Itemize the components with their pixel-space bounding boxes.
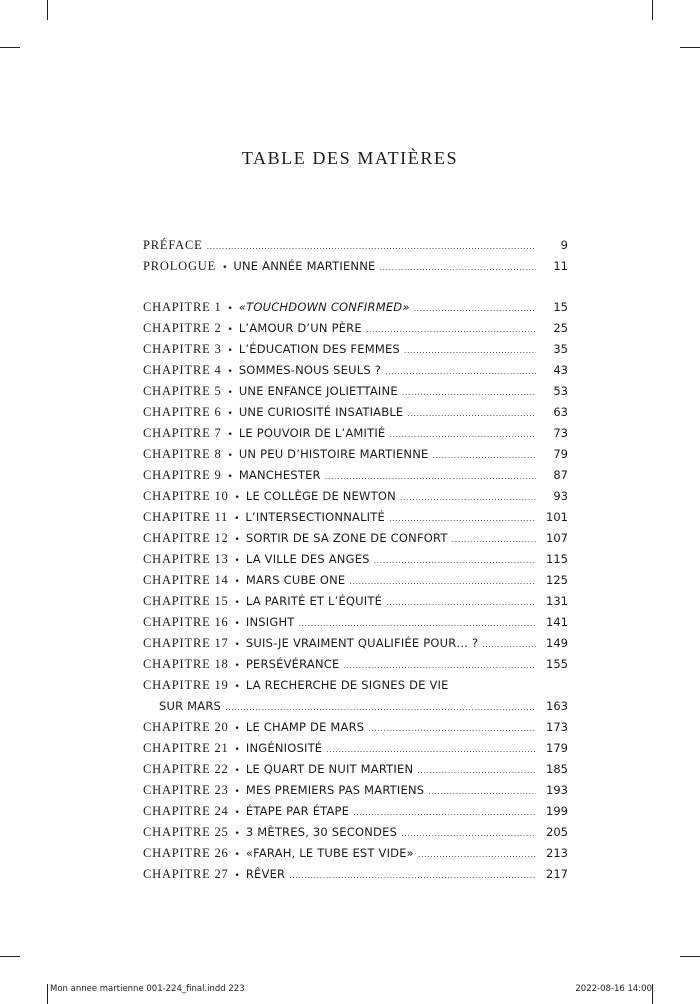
entry-title: «FARAH, LE TUBE EST VIDE» xyxy=(245,846,414,860)
crop-mark xyxy=(652,0,653,20)
entry-label: CHAPITRE 14 xyxy=(143,573,229,587)
entry-title: INGÉNIOSITÉ xyxy=(245,741,323,755)
entry-title: LA PARITÉ ET L’ÉQUITÉ xyxy=(245,594,383,608)
dot-leader xyxy=(299,613,536,634)
page-number: 205 xyxy=(546,825,568,839)
entry-title: LE COLLÈGE DE NEWTON xyxy=(245,489,396,503)
entry-label: CHAPITRE 7 xyxy=(143,426,222,440)
separator-bullet: • xyxy=(234,598,240,608)
entry-title: «TOUCHDOWN CONFIRMED» xyxy=(238,300,410,314)
entry-label: CHAPITRE 17 xyxy=(143,636,229,650)
separator-bullet: • xyxy=(234,556,240,566)
page-number: 101 xyxy=(546,510,568,524)
separator-bullet: • xyxy=(227,304,233,314)
dot-leader xyxy=(407,403,536,424)
entry-title: SUIS-JE VRAIMENT QUALIFIÉE POUR… ? xyxy=(245,636,479,650)
footer-file-info: Mon annee martienne 001-224_final.indd 223 xyxy=(50,984,245,994)
page-number: 79 xyxy=(553,447,568,461)
entry-title: L’INTERSECTIONNALITÉ xyxy=(245,510,385,524)
dot-leader xyxy=(349,571,536,592)
page-number: 131 xyxy=(546,594,568,608)
entry-label: CHAPITRE 6 xyxy=(143,405,222,419)
entry-title: UN PEU D’HISTOIRE MARTIENNE xyxy=(238,447,429,461)
toc-entry-chapter xyxy=(143,738,568,759)
chapter-list xyxy=(143,297,568,885)
page-number: 107 xyxy=(546,531,568,545)
toc-entry-chapter xyxy=(143,297,568,318)
entry-label: CHAPITRE 3 xyxy=(143,342,222,356)
toc-entry-chapter xyxy=(143,486,568,507)
entry-label: CHAPITRE 1 xyxy=(143,300,222,314)
toc-entry-chapter xyxy=(143,318,568,339)
dot-leader xyxy=(374,550,536,571)
separator-bullet: • xyxy=(227,325,233,335)
separator-bullet: • xyxy=(234,871,240,881)
entry-title: LA RECHERCHE DE SIGNES DE VIE xyxy=(245,678,449,692)
separator-bullet: • xyxy=(234,808,240,818)
dot-leader xyxy=(482,634,536,655)
entry-label: CHAPITRE 18 xyxy=(143,657,229,671)
separator-bullet: • xyxy=(234,850,240,860)
toc-entry-chapter xyxy=(143,465,568,486)
page-number: 9 xyxy=(560,238,568,252)
page-title: TABLE DES MATIÈRES xyxy=(241,148,459,168)
page-number: 125 xyxy=(546,573,568,587)
dot-leader xyxy=(225,697,536,718)
page-number: 11 xyxy=(553,259,568,273)
entry-title: UNE ENFANCE JOLIETTAINE xyxy=(238,384,398,398)
page-number: 15 xyxy=(553,300,568,314)
entry-label: CHAPITRE 4 xyxy=(143,363,222,377)
dot-leader xyxy=(417,760,536,781)
entry-title: UNE ANNÉE MARTIENNE xyxy=(233,259,376,273)
entry-title: PERSÉVÉRANCE xyxy=(245,657,340,671)
entry-label: CHAPITRE 23 xyxy=(143,783,229,797)
crop-mark xyxy=(680,956,700,957)
crop-mark xyxy=(680,47,700,48)
toc-entry-chapter xyxy=(143,402,568,423)
toc-entry-chapter xyxy=(143,780,568,801)
separator-bullet: • xyxy=(227,388,233,398)
separator-bullet: • xyxy=(234,724,240,734)
entry-label: CHAPITRE 20 xyxy=(143,720,229,734)
dot-leader xyxy=(414,298,536,319)
dot-leader xyxy=(428,781,536,802)
entry-label: CHAPITRE 26 xyxy=(143,846,229,860)
page-number: 87 xyxy=(553,468,568,482)
toc-entry-chapter xyxy=(143,633,568,654)
dot-leader xyxy=(404,340,536,361)
entry-label: CHAPITRE 2 xyxy=(143,321,222,335)
toc-entry-chapter xyxy=(143,759,568,780)
dot-leader xyxy=(433,445,537,466)
dot-leader xyxy=(353,802,536,823)
separator-bullet: • xyxy=(234,829,240,839)
crop-mark xyxy=(47,984,48,1004)
toc-entry-continuation xyxy=(143,696,568,717)
separator-bullet: • xyxy=(234,493,240,503)
separator-bullet: • xyxy=(227,409,233,419)
entry-title: LE POUVOIR DE L’AMITIÉ xyxy=(238,426,386,440)
toc-entry-chapter xyxy=(143,549,568,570)
toc-entry-chapter xyxy=(143,654,568,675)
entry-label: CHAPITRE 11 xyxy=(143,510,229,524)
entry-label: CHAPITRE 13 xyxy=(143,552,229,566)
dot-leader xyxy=(402,382,536,403)
entry-label: CHAPITRE 19 xyxy=(143,678,229,692)
page-number: 179 xyxy=(546,741,568,755)
page-number: 53 xyxy=(553,384,568,398)
entry-title: MES PREMIERS PAS MARTIENS xyxy=(245,783,425,797)
entry-title: MANCHESTER xyxy=(238,468,321,482)
footer-datetime: 2022-08-16 14:00 xyxy=(575,984,652,994)
entry-title: INSIGHT xyxy=(245,615,295,629)
entry-title: ÉTAPE PAR ÉTAPE xyxy=(245,804,350,818)
entry-label: CHAPITRE 16 xyxy=(143,615,229,629)
entry-title: L’AMOUR D’UN PÈRE xyxy=(238,321,362,335)
separator-bullet: • xyxy=(234,535,240,545)
dot-leader xyxy=(325,466,536,487)
dot-leader xyxy=(400,487,536,508)
toc-entry-chapter xyxy=(143,717,568,738)
separator-bullet: • xyxy=(234,640,240,650)
toc-entry-chapter xyxy=(143,843,568,864)
page-number: 155 xyxy=(546,657,568,671)
entry-label: CHAPITRE 15 xyxy=(143,594,229,608)
separator-bullet: • xyxy=(234,514,240,524)
toc-entry-chapter xyxy=(143,801,568,822)
dot-leader xyxy=(452,529,536,550)
toc-entry-prologue xyxy=(143,256,568,277)
entry-label: CHAPITRE 21 xyxy=(143,741,229,755)
entry-label: CHAPITRE 25 xyxy=(143,825,229,839)
toc-entry-chapter xyxy=(143,423,568,444)
entry-title: LA VILLE DES ANGES xyxy=(245,552,370,566)
separator-bullet: • xyxy=(234,577,240,587)
separator-bullet: • xyxy=(227,367,233,377)
page-number: 141 xyxy=(546,615,568,629)
toc-entry-chapter xyxy=(143,339,568,360)
dot-leader xyxy=(401,823,536,844)
dot-leader xyxy=(343,655,536,676)
page-number: 173 xyxy=(546,720,568,734)
toc-entry-chapter xyxy=(143,507,568,528)
toc-entry-chapter xyxy=(143,570,568,591)
dot-leader xyxy=(207,236,536,257)
separator-bullet: • xyxy=(234,619,240,629)
separator-bullet: • xyxy=(222,263,228,273)
dot-leader xyxy=(418,844,536,865)
page-number: 115 xyxy=(546,552,568,566)
page-number: 25 xyxy=(553,321,568,335)
separator-bullet: • xyxy=(227,430,233,440)
entry-title: L’ÉDUCATION DES FEMMES xyxy=(238,342,400,356)
page-number: 149 xyxy=(546,636,568,650)
separator-bullet: • xyxy=(234,682,240,692)
separator-bullet: • xyxy=(227,451,233,461)
entry-title: MARS CUBE ONE xyxy=(245,573,346,587)
dot-leader xyxy=(289,865,536,886)
toc-entry-preface xyxy=(143,235,568,256)
toc-entry-chapter xyxy=(143,360,568,381)
entry-label: CHAPITRE 24 xyxy=(143,804,229,818)
dot-leader xyxy=(385,361,536,382)
dot-leader xyxy=(380,257,537,278)
dot-leader xyxy=(389,424,536,445)
toc-entry-chapter xyxy=(143,591,568,612)
page-number: 199 xyxy=(546,804,568,818)
entry-label: CHAPITRE 9 xyxy=(143,468,222,482)
entry-title: 3 MÈTRES, 30 SECONDES xyxy=(245,825,398,839)
entry-title: SORTIR DE SA ZONE DE CONFORT xyxy=(245,531,448,545)
toc-entry-chapter xyxy=(143,612,568,633)
separator-bullet: • xyxy=(227,472,233,482)
toc-entry-chapter xyxy=(143,822,568,843)
separator-bullet: • xyxy=(227,346,233,356)
separator-bullet: • xyxy=(234,661,240,671)
toc-entry-chapter xyxy=(143,675,568,696)
page-number: 193 xyxy=(546,783,568,797)
separator-bullet: • xyxy=(234,787,240,797)
entry-label: PRÉFACE xyxy=(143,238,203,252)
page-number: 43 xyxy=(553,363,568,377)
page-number: 163 xyxy=(546,699,568,713)
entry-label: PROLOGUE xyxy=(143,259,217,273)
entry-label: CHAPITRE 22 xyxy=(143,762,229,776)
entry-title-continued: SUR MARS xyxy=(159,699,222,713)
page-number: 73 xyxy=(553,426,568,440)
crop-mark xyxy=(47,0,48,20)
crop-mark xyxy=(652,984,653,1004)
page-number: 185 xyxy=(546,762,568,776)
page-number: 213 xyxy=(546,846,568,860)
entry-label: CHAPITRE 27 xyxy=(143,867,229,881)
entry-label: CHAPITRE 8 xyxy=(143,447,222,461)
page-number: 217 xyxy=(546,867,568,881)
entry-title: LE QUART DE NUIT MARTIEN xyxy=(245,762,414,776)
crop-mark xyxy=(0,956,20,957)
dot-leader xyxy=(386,592,536,613)
separator-bullet: • xyxy=(234,766,240,776)
entry-label: CHAPITRE 5 xyxy=(143,384,222,398)
entry-title: UNE CURIOSITÉ INSATIABLE xyxy=(238,405,404,419)
toc-entry-chapter xyxy=(143,444,568,465)
toc-entry-chapter xyxy=(143,528,568,549)
dot-leader xyxy=(368,718,536,739)
entry-title: RÊVER xyxy=(245,867,286,881)
toc-entry-chapter xyxy=(143,864,568,885)
page-number: 93 xyxy=(553,489,568,503)
dot-leader xyxy=(389,508,536,529)
entry-label: CHAPITRE 12 xyxy=(143,531,229,545)
separator-bullet: • xyxy=(234,745,240,755)
page-number: 63 xyxy=(553,405,568,419)
dot-leader xyxy=(326,739,536,760)
dot-leader xyxy=(366,319,536,340)
entry-label: CHAPITRE 10 xyxy=(143,489,229,503)
table-of-contents xyxy=(143,235,568,885)
toc-entry-chapter xyxy=(143,381,568,402)
entry-title: SOMMES-NOUS SEULS ? xyxy=(238,363,381,377)
page-number: 35 xyxy=(553,342,568,356)
crop-mark xyxy=(0,47,20,48)
entry-title: LE CHAMP DE MARS xyxy=(245,720,365,734)
